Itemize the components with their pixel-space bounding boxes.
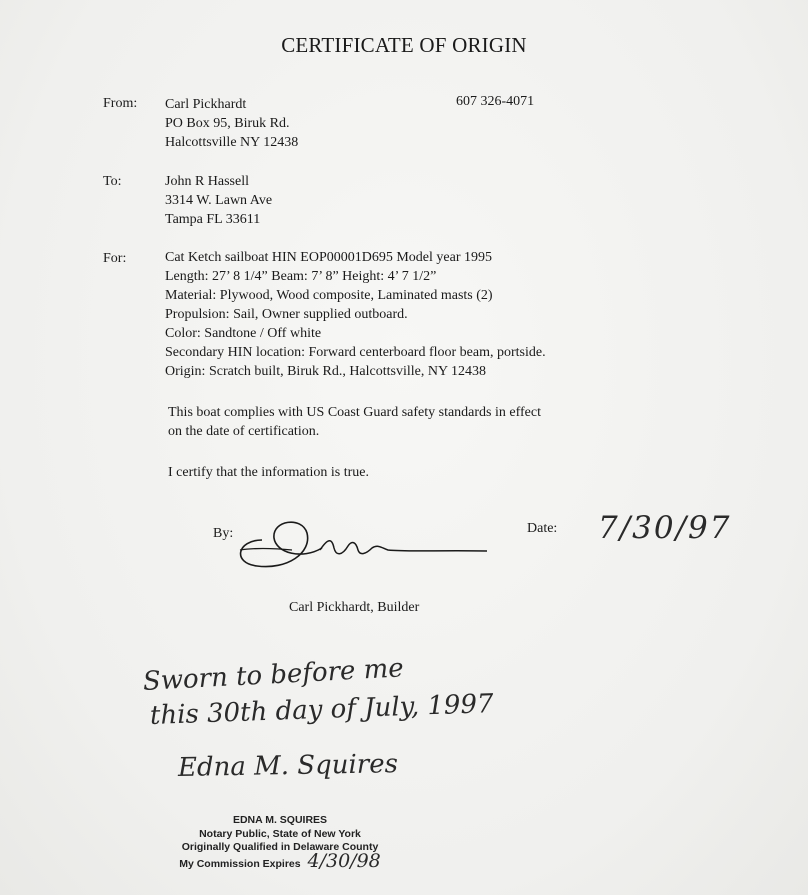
notary-name: EDNA M. SQUIRES	[232, 814, 328, 826]
builder-name: Carl Pickhardt, Builder	[289, 600, 420, 615]
to-label: To:	[103, 174, 122, 189]
date-label: Date:	[527, 521, 558, 536]
boat-details	[165, 248, 546, 381]
to-address-line2: Tampa FL 33611	[165, 212, 261, 227]
compliance-statement	[168, 403, 541, 441]
notary-expires	[160, 849, 400, 872]
from-phone: 607 326-4071	[456, 94, 535, 109]
boat-detail-line: Propulsion: Sail, Owner supplied outboard.	[165, 307, 408, 322]
compliance-line1: This boat complies with US Coast Guard safety standards in effect	[168, 405, 541, 420]
boat-detail-line: Origin: Scratch built, Biruk Rd., Halcottsville, NY 12438	[165, 364, 487, 379]
boat-detail-line: Color: Sandtone / Off white	[165, 326, 322, 341]
notary-signature: Edna M. Squires	[177, 749, 399, 783]
notary-qualified: Originally Qualified in Delaware County	[181, 841, 379, 853]
builder-signature-image	[232, 508, 492, 578]
by-label: By:	[213, 526, 234, 541]
from-label: From:	[103, 96, 138, 111]
from-address-line2: Halcottsville NY 12438	[165, 135, 299, 150]
notary-title: Notary Public, State of New York	[199, 827, 361, 840]
to-address-line1: 3314 W. Lawn Ave	[165, 193, 273, 208]
boat-detail-line: Material: Plywood, Wood composite, Laminated masts (2)	[165, 288, 493, 303]
document-title: CERTIFICATE OF ORIGIN	[281, 33, 527, 57]
boat-detail-line: Secondary HIN location: Forward centerboard floor beam, portside.	[165, 345, 546, 360]
from-address	[165, 95, 298, 152]
compliance-line2: on the date of certification.	[168, 424, 320, 439]
for-label: For:	[103, 251, 127, 266]
boat-detail-line: Cat Ketch sailboat HIN EOP00001D695 Model year 1995	[165, 250, 492, 265]
sworn-line1: Sworn to before me	[142, 653, 405, 697]
from-name: Carl Pickhardt	[165, 97, 247, 112]
notary-expires-date: 4/30/98	[307, 849, 381, 872]
from-address-line1: PO Box 95, Biruk Rd.	[165, 116, 290, 131]
to-address	[165, 172, 272, 229]
handwritten-date: 7/30/97	[598, 510, 732, 546]
notary-stamp	[160, 814, 400, 871]
certify-statement: I certify that the information is true.	[168, 465, 369, 480]
to-name: John R Hassell	[165, 174, 249, 189]
sworn-line2: this 30th day of July, 1997	[149, 689, 495, 731]
notary-expires-label: My Commission Expires	[179, 857, 301, 870]
boat-detail-line: Length: 27’ 8 1/4” Beam: 7’ 8” Height: 4’ 7 1/2”	[165, 269, 437, 284]
